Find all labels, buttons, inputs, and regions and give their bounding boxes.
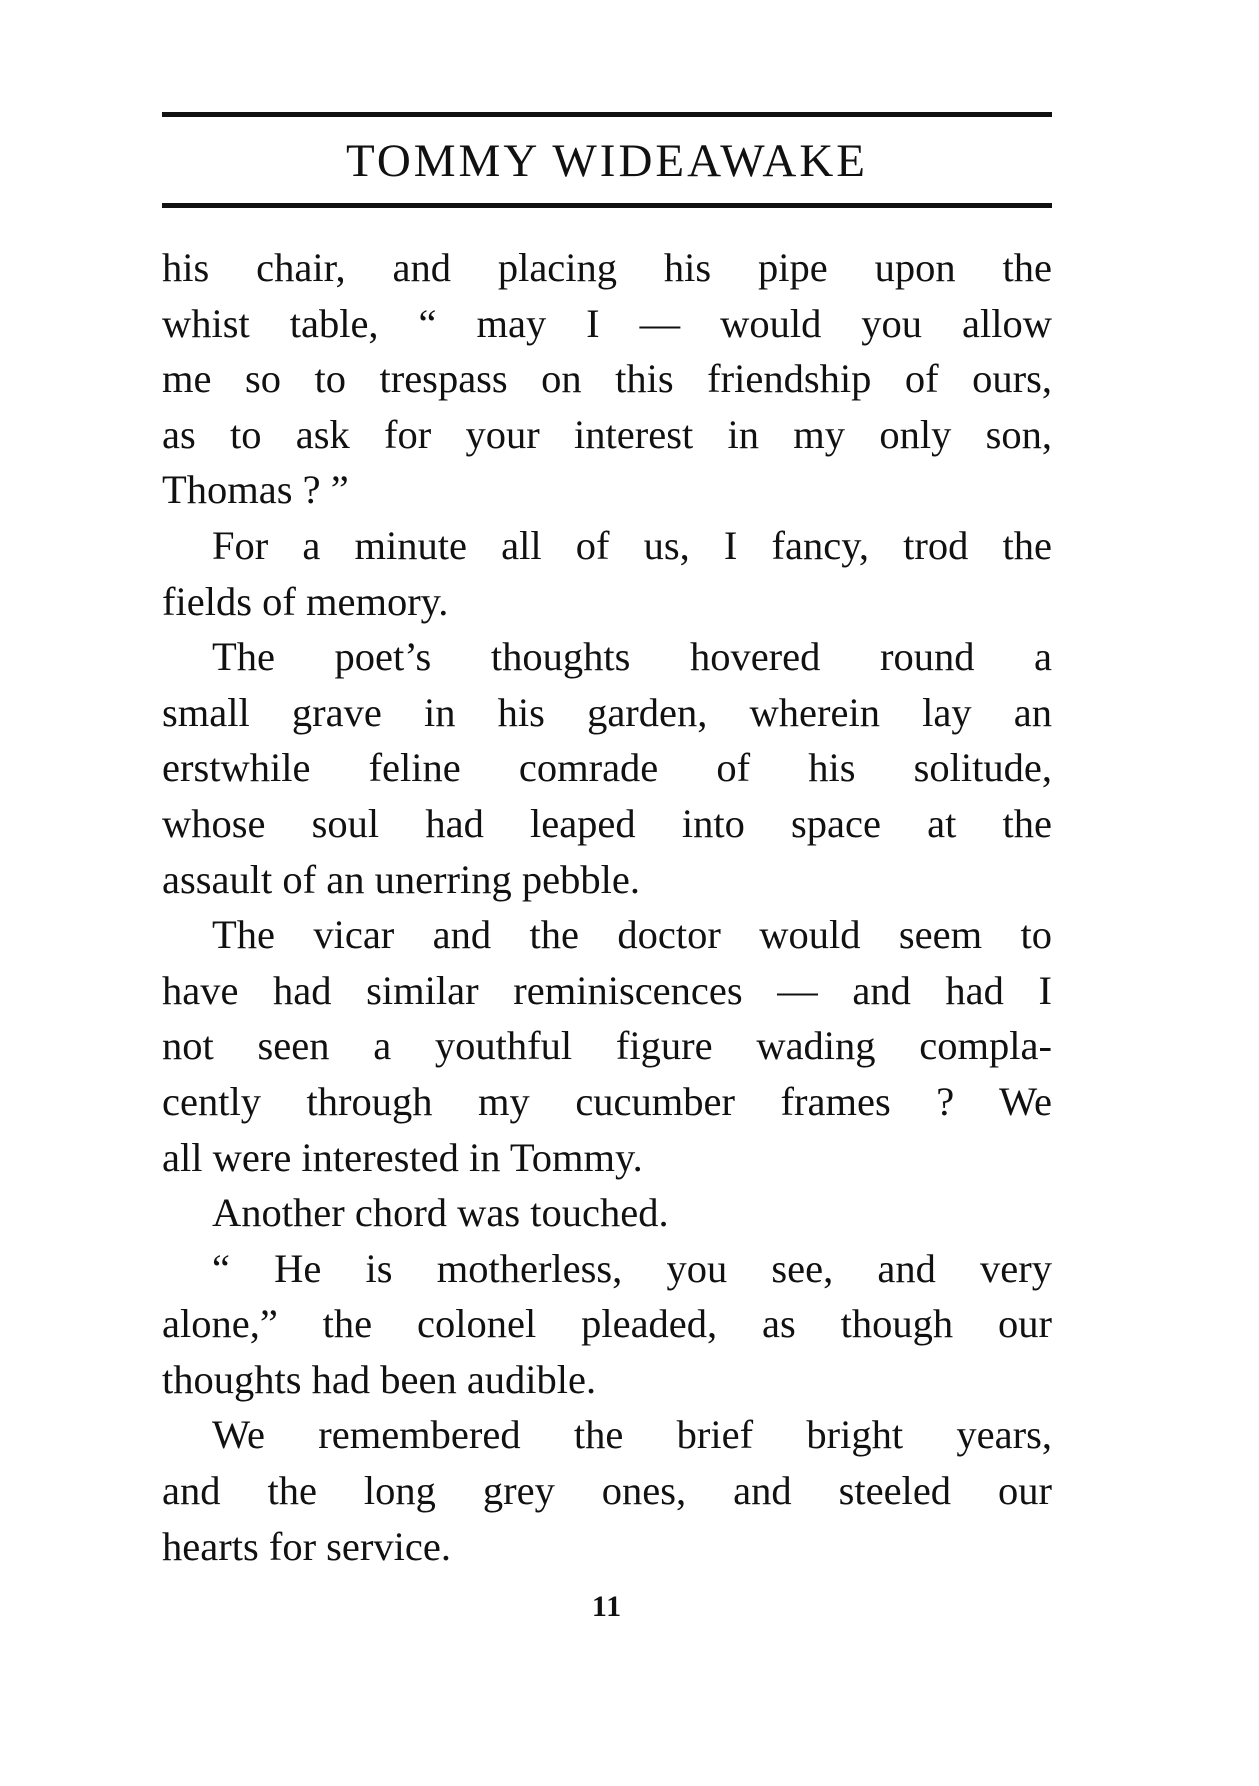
paragraph	[162, 1407, 1052, 1574]
body-text	[162, 240, 1052, 1574]
text-line: small grave in his garden, wherein lay an	[162, 689, 1052, 735]
text-line: not seen a youthful figure wading compla-	[162, 1023, 1052, 1069]
text-line: “ He is motherless, you see, and very	[212, 1245, 1052, 1291]
paragraph	[162, 629, 1052, 907]
text-line: Thomas ? ”	[162, 467, 349, 513]
text-line: whist table, “ may I — would you allow	[162, 300, 1052, 346]
text-line: The vicar and the doctor would seem to	[212, 912, 1052, 958]
paragraph	[162, 518, 1052, 629]
text-line: his chair, and placing his pipe upon the	[162, 245, 1052, 290]
paragraph	[162, 240, 1052, 518]
text-line: as to ask for your interest in my only son,	[162, 411, 1052, 457]
text-line: fields of memory.	[162, 578, 449, 624]
text-line: cently through my cucumber frames ? We	[162, 1078, 1052, 1124]
text-line: thoughts had been audible.	[162, 1356, 597, 1402]
text-line: assault of an unerring pebble.	[162, 856, 640, 902]
header-rule-top	[162, 112, 1052, 117]
text-line: have had similar reminiscences — and had I	[162, 967, 1052, 1013]
header-rule-bottom	[162, 203, 1052, 208]
paragraph	[162, 1185, 1052, 1241]
paragraph	[162, 1241, 1052, 1408]
page-number: 11	[591, 1590, 623, 1623]
text-line: all were interested in Tommy.	[162, 1134, 643, 1180]
text-line: Another chord was touched.	[212, 1190, 669, 1236]
text-line: me so to trespass on this friendship of ours,	[162, 356, 1052, 402]
text-line: whose soul had leaped into space at the	[162, 800, 1052, 846]
text-line: and the long grey ones, and steeled our	[162, 1468, 1052, 1514]
text-line: hearts for service.	[162, 1523, 451, 1569]
text-line: erstwhile feline comrade of his solitude,	[162, 745, 1052, 791]
running-head: TOMMY WIDEAWAKE	[345, 135, 869, 187]
text-line: The poet’s thoughts hovered round a	[212, 634, 1052, 680]
text-line: alone,” the colonel pleaded, as though our	[162, 1301, 1052, 1347]
text-line: For a minute all of us, I fancy, trod the	[212, 522, 1052, 568]
text-line: We remembered the brief bright years,	[212, 1412, 1052, 1458]
paragraph	[162, 907, 1052, 1185]
